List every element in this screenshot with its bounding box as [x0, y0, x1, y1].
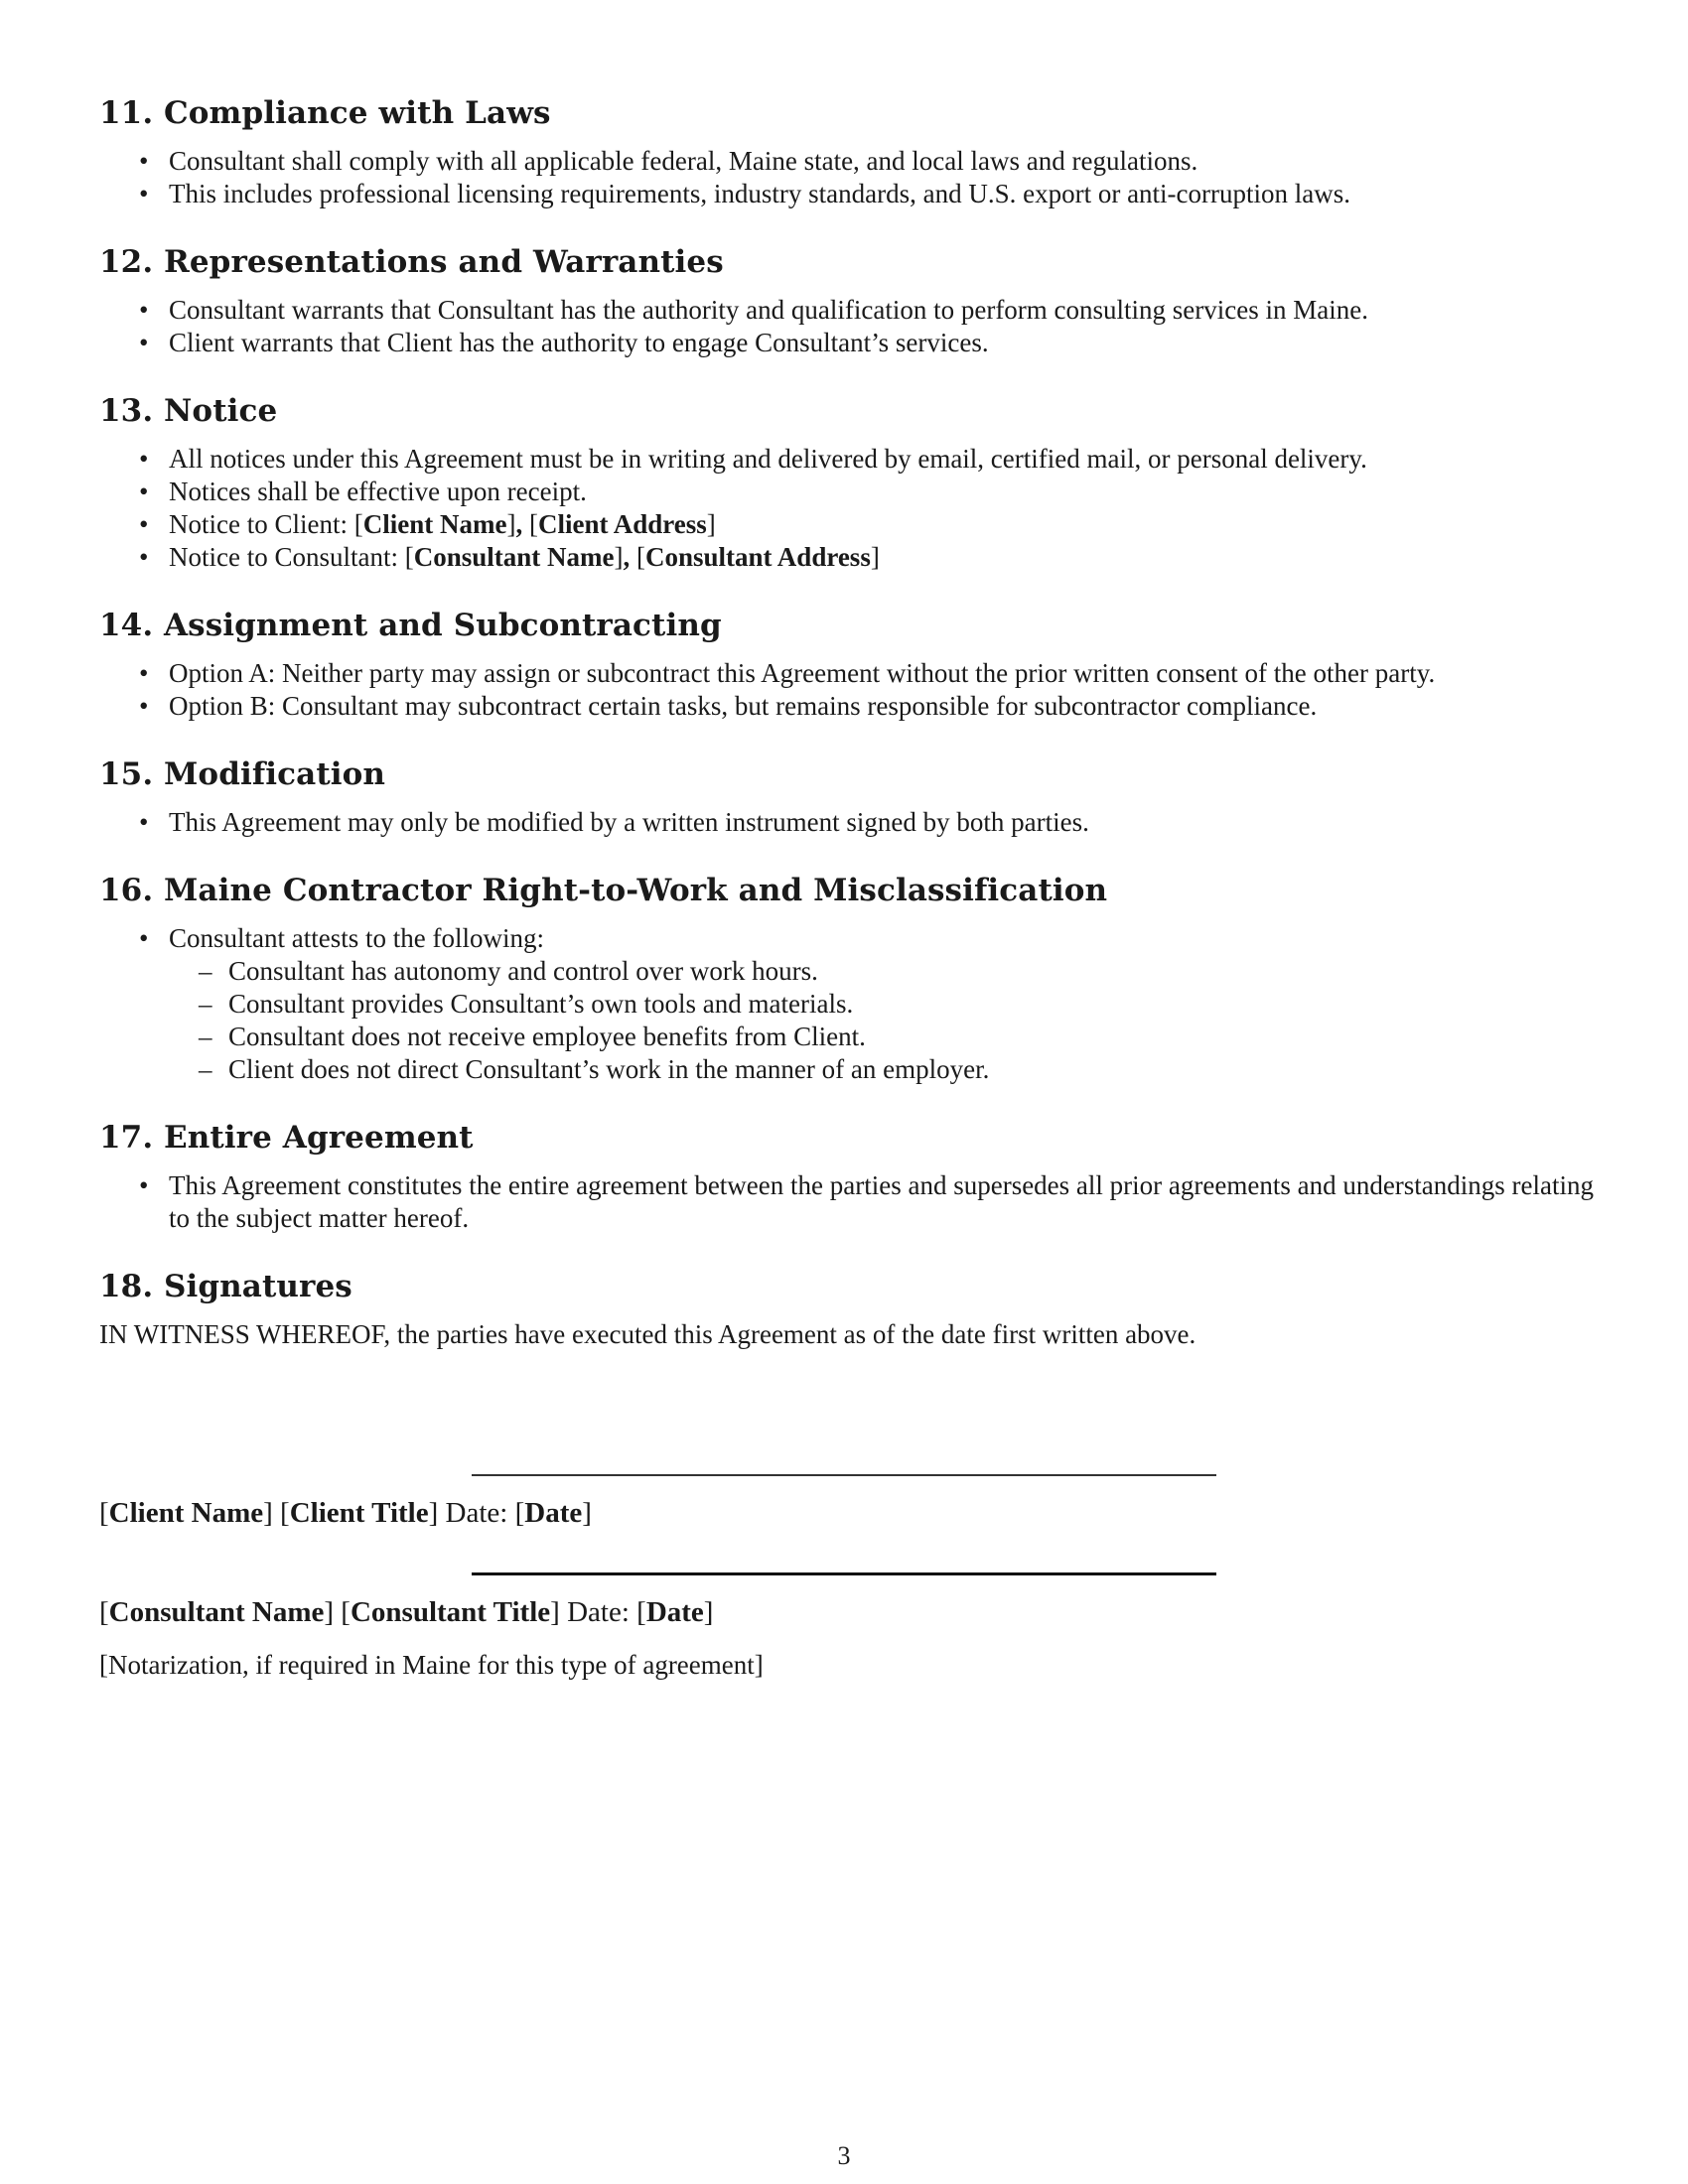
list-item: • Option A: Neither party may assign or subcontract this Agreement without the prior written consent of the other party. — [99, 657, 1594, 690]
bullet-list — [99, 1169, 1594, 1235]
section-heading — [99, 243, 1594, 281]
consultant-name-placeholder: Consultant Name — [413, 542, 615, 572]
sub-list-item: – Consultant provides Consultant’s own tools and materials. — [169, 988, 1594, 1021]
notice-label: Notice to Client: — [169, 509, 354, 539]
section-16 — [99, 872, 1594, 1086]
section-heading — [99, 755, 1594, 793]
section-title: Signatures — [164, 1269, 352, 1304]
bullet-list — [99, 806, 1594, 839]
consultant-signature-line — [472, 1572, 1216, 1575]
client-name-placeholder: Client Name — [362, 509, 507, 539]
date-label: Date: — [438, 1497, 515, 1529]
notice-label: Notice to Consultant: — [169, 542, 405, 572]
list-item: • Consultant warrants that Consultant has the authority and qualification to perform consulting services in Maine. — [99, 294, 1594, 327]
section-heading — [99, 1268, 1594, 1305]
list-item: • All notices under this Agreement must be in writing and delivered by email, certified mail, or personal delivery. — [99, 443, 1594, 476]
section-title: Modification — [164, 756, 386, 792]
bullet-list — [99, 294, 1594, 359]
notice-to-consultant: • Notice to Consultant: [Consultant Name], [Consultant Address] — [99, 541, 1594, 574]
section-heading — [99, 392, 1594, 430]
section-title: Compliance with Laws — [164, 95, 551, 131]
section-title: Notice — [164, 393, 278, 429]
sub-list-item: – Consultant has autonomy and control over work hours. — [169, 955, 1594, 988]
section-11 — [99, 94, 1594, 210]
client-address-placeholder: Client Address — [537, 509, 707, 539]
section-title: Assignment and Subcontracting — [164, 608, 722, 643]
section-title: Representations and Warranties — [164, 244, 724, 280]
list-item: • Option B: Consultant may subcontract certain tasks, but remains responsible for subcontractor compliance. — [99, 690, 1594, 723]
date-placeholder: Date — [645, 1596, 704, 1628]
section-number: 15. — [99, 756, 154, 792]
section-15 — [99, 755, 1594, 839]
consultant-address-placeholder: Consultant Address — [645, 542, 871, 572]
client-signature-block: [Client Name] [Client Title] Date: [Date] — [99, 1497, 592, 1529]
section-title: Maine Contractor Right-to-Work and Misclassification — [164, 873, 1108, 908]
consultant-title-placeholder: Consultant Title — [350, 1596, 551, 1628]
bullet-list — [99, 922, 1594, 1086]
sub-list-item: – Consultant does not receive employee benefits from Client. — [169, 1021, 1594, 1053]
sub-list — [169, 955, 1594, 1086]
bullet-list — [99, 443, 1594, 574]
section-number: 16. — [99, 873, 154, 908]
section-title: Entire Agreement — [164, 1120, 474, 1156]
list-item: • Client warrants that Client has the authority to engage Consultant’s services. — [99, 327, 1594, 359]
client-name-placeholder: Client Name — [108, 1497, 264, 1529]
section-13 — [99, 392, 1594, 574]
list-item: • Consultant attests to the following: – Consultant has autonomy and control over work hours. – Consultant provides Consultant’s own tools and materials. – Consultant does not receive employee benefits from Client. – Client does not direct Consultant’s work in the manner of an employer. — [99, 922, 1594, 1086]
section-number: 11. — [99, 95, 154, 131]
witness-clause: IN WITNESS WHEREOF, the parties have executed this Agreement as of the date first written above. — [99, 1319, 1196, 1349]
section-number: 13. — [99, 393, 154, 429]
section-number: 14. — [99, 608, 154, 643]
section-number: 18. — [99, 1269, 154, 1304]
list-item: • This includes professional licensing requirements, industry standards, and U.S. export or anti-corruption laws. — [99, 178, 1594, 210]
section-17 — [99, 1119, 1594, 1235]
client-title-placeholder: Client Title — [289, 1497, 429, 1529]
section-12 — [99, 243, 1594, 359]
list-item: • This Agreement constitutes the entire agreement between the parties and supersedes all prior agreements and understandings relating to the subject matter hereof. — [99, 1169, 1594, 1235]
list-item: • Notices shall be effective upon receipt. — [99, 476, 1594, 508]
section-number: 17. — [99, 1120, 154, 1156]
bullet-list — [99, 657, 1594, 723]
consultant-name-placeholder: Consultant Name — [108, 1596, 325, 1628]
bullet-list — [99, 145, 1594, 210]
list-item: • Consultant shall comply with all applicable federal, Maine state, and local laws and regulations. — [99, 145, 1594, 178]
date-placeholder: Date — [524, 1497, 583, 1529]
section-heading — [99, 94, 1594, 132]
section-heading — [99, 607, 1594, 644]
sub-list-item: – Client does not direct Consultant’s work in the manner of an employer. — [169, 1053, 1594, 1086]
section-heading — [99, 1119, 1594, 1157]
section-heading — [99, 872, 1594, 909]
section-number: 12. — [99, 244, 154, 280]
document-page — [99, 94, 1594, 1351]
list-item: • This Agreement may only be modified by a written instrument signed by both parties. — [99, 806, 1594, 839]
page-number: 3 — [837, 2141, 851, 2170]
date-label: Date: — [559, 1596, 637, 1628]
section-14 — [99, 607, 1594, 723]
consultant-signature-block: [Consultant Name] [Consultant Title] Date: [Date] — [99, 1596, 714, 1628]
client-signature-line — [472, 1474, 1216, 1476]
notarization-note: [Notarization, if required in Maine for this type of agreement] — [99, 1650, 764, 1680]
section-18 — [99, 1268, 1594, 1351]
notice-to-client: • Notice to Client: [Client Name], [Client Address] — [99, 508, 1594, 541]
